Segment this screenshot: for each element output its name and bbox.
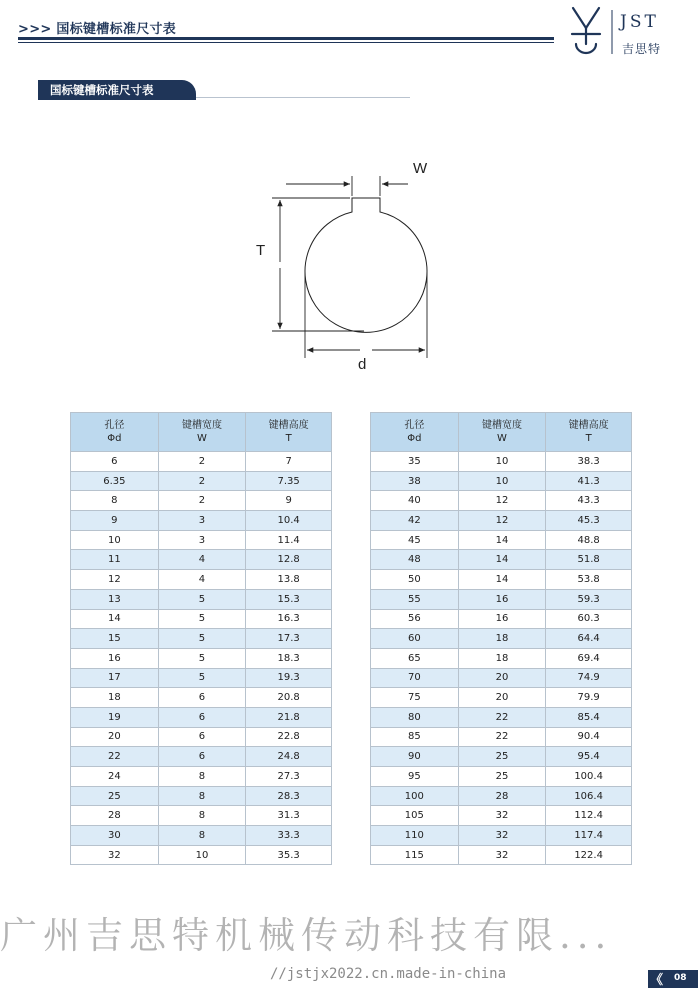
cell-height: 19.3: [246, 668, 332, 688]
cell-width: 25: [458, 747, 546, 767]
table-row: [71, 707, 332, 727]
cell-height: 122.4: [546, 845, 632, 865]
cell-width: 14: [458, 570, 546, 590]
cell-bore: 40: [371, 491, 459, 511]
cell-bore: 45: [371, 530, 459, 550]
cell-height: 79.9: [546, 688, 632, 708]
table-row: [371, 747, 632, 767]
cell-bore: 55: [371, 589, 459, 609]
label-t: T: [256, 242, 266, 259]
table-row: [71, 491, 332, 511]
cell-bore: 115: [371, 845, 459, 865]
table-row: [371, 530, 632, 550]
table-row: [371, 668, 632, 688]
watermark-url: //jstjx2022.cn.made-in-china: [270, 966, 507, 982]
cell-height: 112.4: [546, 806, 632, 826]
cell-bore: 48: [371, 550, 459, 570]
cell-width: 5: [158, 648, 246, 668]
col-header-bore: 孔径 Φd: [371, 413, 459, 452]
cell-width: 4: [158, 550, 246, 570]
cell-width: 8: [158, 806, 246, 826]
width-dimension: [286, 176, 408, 196]
cell-height: 41.3: [546, 471, 632, 491]
table-header-row: [371, 413, 632, 452]
table-row: [71, 648, 332, 668]
cell-height: 48.8: [546, 530, 632, 550]
cell-height: 24.8: [246, 747, 332, 767]
cell-width: 6: [158, 688, 246, 708]
cell-height: 7: [246, 452, 332, 472]
cell-width: 2: [158, 452, 246, 472]
cell-width: 22: [458, 727, 546, 747]
cell-bore: 12: [71, 570, 159, 590]
table-row: [71, 826, 332, 846]
cell-bore: 85: [371, 727, 459, 747]
col-header-height: 键槽高度 T: [246, 413, 332, 452]
table-row: [371, 806, 632, 826]
cell-bore: 6: [71, 452, 159, 472]
table-row: [371, 471, 632, 491]
table-row: [71, 668, 332, 688]
cell-bore: 17: [71, 668, 159, 688]
cell-width: 2: [158, 491, 246, 511]
cell-width: 32: [458, 845, 546, 865]
cell-width: 20: [458, 688, 546, 708]
cell-width: 16: [458, 609, 546, 629]
table-row: [71, 511, 332, 531]
table-row: [371, 845, 632, 865]
cell-bore: 56: [371, 609, 459, 629]
cell-width: 6: [158, 727, 246, 747]
table-row: [71, 629, 332, 649]
table-row: [371, 767, 632, 787]
cell-bore: 90: [371, 747, 459, 767]
cell-bore: 50: [371, 570, 459, 590]
keyway-table-left: [70, 412, 332, 865]
cell-height: 10.4: [246, 511, 332, 531]
cell-height: 85.4: [546, 707, 632, 727]
cell-height: 27.3: [246, 767, 332, 787]
height-dimension: [272, 198, 364, 331]
table-row: [71, 589, 332, 609]
cell-bore: 10: [71, 530, 159, 550]
cell-bore: 75: [371, 688, 459, 708]
cell-bore: 24: [71, 767, 159, 787]
table-row: [371, 826, 632, 846]
cell-bore: 11: [71, 550, 159, 570]
table-row: [71, 845, 332, 865]
table-row: [71, 786, 332, 806]
table-row: [371, 786, 632, 806]
cell-width: 10: [458, 452, 546, 472]
cell-width: 2: [158, 471, 246, 491]
cell-height: 117.4: [546, 826, 632, 846]
col-header-height: 键槽高度 T: [546, 413, 632, 452]
cell-bore: 20: [71, 727, 159, 747]
cell-width: 6: [158, 747, 246, 767]
cell-height: 15.3: [246, 589, 332, 609]
cell-height: 20.8: [246, 688, 332, 708]
cell-width: 5: [158, 609, 246, 629]
cell-width: 16: [458, 589, 546, 609]
table-row: [371, 550, 632, 570]
section-title: 国标键槽标准尺寸表: [50, 83, 154, 97]
table-row: [71, 609, 332, 629]
cell-width: 5: [158, 589, 246, 609]
cell-height: 64.4: [546, 629, 632, 649]
cell-bore: 19: [71, 707, 159, 727]
cell-bore: 70: [371, 668, 459, 688]
page-number: 08: [674, 973, 687, 983]
cell-width: 14: [458, 550, 546, 570]
table-row: [71, 452, 332, 472]
col-header-bore: 孔径 Φd: [71, 413, 159, 452]
cell-bore: 8: [71, 491, 159, 511]
cell-bore: 28: [71, 806, 159, 826]
table-row: [71, 688, 332, 708]
cell-width: 32: [458, 826, 546, 846]
table-row: [371, 491, 632, 511]
diameter-dimension: [305, 270, 427, 358]
watermark-company: 广州吉思特机械传动科技有限...: [0, 914, 613, 957]
table-row: [71, 530, 332, 550]
table-row: [371, 688, 632, 708]
page-header-title: >>> 国标键槽标准尺寸表: [18, 22, 177, 37]
table-row: [371, 609, 632, 629]
cell-bore: 105: [371, 806, 459, 826]
cell-bore: 35: [371, 452, 459, 472]
page-arrows-icon: 《: [650, 973, 664, 988]
cell-width: 18: [458, 629, 546, 649]
cell-width: 20: [458, 668, 546, 688]
cell-bore: 22: [71, 747, 159, 767]
cell-height: 31.3: [246, 806, 332, 826]
cell-height: 95.4: [546, 747, 632, 767]
cell-width: 28: [458, 786, 546, 806]
table-row: [371, 629, 632, 649]
cell-width: 8: [158, 786, 246, 806]
cell-height: 22.8: [246, 727, 332, 747]
keyway-diagram: [0, 0, 698, 400]
col-header-width: 键槽宽度 W: [458, 413, 546, 452]
cell-height: 69.4: [546, 648, 632, 668]
col-header-width: 键槽宽度 W: [158, 413, 246, 452]
table-row: [371, 589, 632, 609]
cell-height: 60.3: [546, 609, 632, 629]
cell-height: 106.4: [546, 786, 632, 806]
table-row: [71, 806, 332, 826]
keyway-table-right: [370, 412, 632, 865]
cell-width: 32: [458, 806, 546, 826]
table-row: [371, 570, 632, 590]
cell-height: 12.8: [246, 550, 332, 570]
cell-height: 35.3: [246, 845, 332, 865]
cell-width: 3: [158, 530, 246, 550]
cell-height: 59.3: [546, 589, 632, 609]
cell-bore: 95: [371, 767, 459, 787]
cell-width: 4: [158, 570, 246, 590]
table-row: [71, 747, 332, 767]
cell-width: 18: [458, 648, 546, 668]
cell-height: 16.3: [246, 609, 332, 629]
cell-height: 33.3: [246, 826, 332, 846]
cell-height: 43.3: [546, 491, 632, 511]
cell-bore: 60: [371, 629, 459, 649]
cell-width: 14: [458, 530, 546, 550]
cell-width: 3: [158, 511, 246, 531]
cell-height: 90.4: [546, 727, 632, 747]
table-row: [371, 511, 632, 531]
cell-height: 18.3: [246, 648, 332, 668]
cell-bore: 65: [371, 648, 459, 668]
cell-bore: 18: [71, 688, 159, 708]
cell-height: 17.3: [246, 629, 332, 649]
table-row: [71, 570, 332, 590]
label-w: W: [413, 160, 428, 177]
cell-bore: 6.35: [71, 471, 159, 491]
table-row: [371, 727, 632, 747]
table-row: [371, 452, 632, 472]
table-row: [371, 648, 632, 668]
cell-height: 7.35: [246, 471, 332, 491]
cell-width: 22: [458, 707, 546, 727]
cell-bore: 100: [371, 786, 459, 806]
cell-width: 10: [158, 845, 246, 865]
logo-company-name: 吉思特: [622, 42, 662, 56]
logo-text: JST: [620, 12, 659, 32]
cell-width: 5: [158, 668, 246, 688]
cell-bore: 110: [371, 826, 459, 846]
table-row: [371, 707, 632, 727]
cell-bore: 30: [71, 826, 159, 846]
cell-bore: 38: [371, 471, 459, 491]
cell-bore: 9: [71, 511, 159, 531]
cell-width: 12: [458, 491, 546, 511]
table-header-row: [71, 413, 332, 452]
table-row: [71, 727, 332, 747]
cell-width: 8: [158, 767, 246, 787]
cell-height: 45.3: [546, 511, 632, 531]
cell-height: 51.8: [546, 550, 632, 570]
cell-bore: 13: [71, 589, 159, 609]
cell-height: 9: [246, 491, 332, 511]
cell-bore: 25: [71, 786, 159, 806]
table-row: [71, 471, 332, 491]
cell-bore: 15: [71, 629, 159, 649]
cell-width: 12: [458, 511, 546, 531]
cell-width: 25: [458, 767, 546, 787]
table-row: [71, 550, 332, 570]
cell-height: 53.8: [546, 570, 632, 590]
table-row: [71, 767, 332, 787]
cell-bore: 14: [71, 609, 159, 629]
cell-width: 5: [158, 629, 246, 649]
cell-bore: 80: [371, 707, 459, 727]
cell-bore: 42: [371, 511, 459, 531]
cell-width: 8: [158, 826, 246, 846]
cell-height: 11.4: [246, 530, 332, 550]
cell-bore: 32: [71, 845, 159, 865]
cell-height: 74.9: [546, 668, 632, 688]
label-d: d: [358, 356, 367, 373]
shaft-bore-outline: [305, 198, 427, 332]
cell-width: 6: [158, 707, 246, 727]
cell-height: 21.8: [246, 707, 332, 727]
cell-bore: 16: [71, 648, 159, 668]
cell-height: 13.8: [246, 570, 332, 590]
cell-height: 38.3: [546, 452, 632, 472]
cell-height: 100.4: [546, 767, 632, 787]
cell-height: 28.3: [246, 786, 332, 806]
cell-width: 10: [458, 471, 546, 491]
